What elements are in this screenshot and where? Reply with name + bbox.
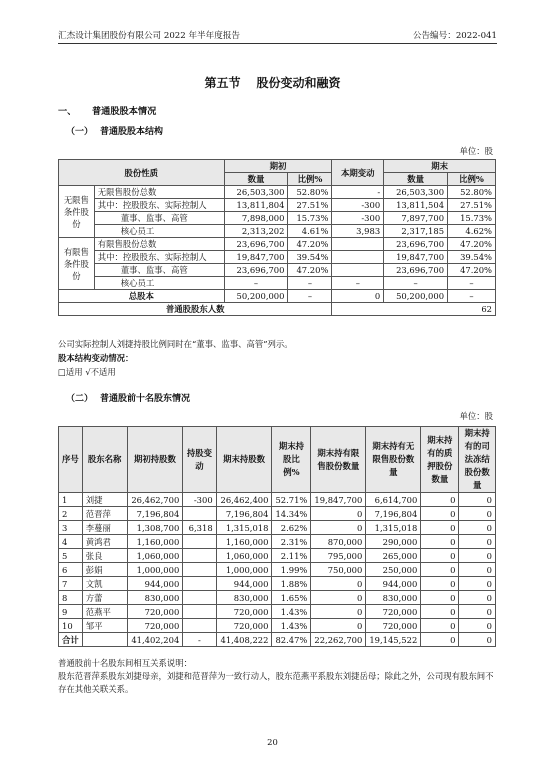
heading-number: （一） [66, 127, 94, 137]
change-qty: - [183, 633, 216, 647]
change-options: □适用 √不适用 [58, 367, 116, 377]
holder [82, 633, 127, 647]
begin-pct: 47.20% [288, 238, 332, 251]
holder: 黄鸿君 [82, 535, 127, 549]
end-qty: 944,000 [216, 577, 272, 591]
table-row [59, 264, 496, 277]
total-row [59, 633, 496, 647]
end-qty: 1,060,000 [216, 549, 272, 563]
index: 1 [59, 493, 83, 507]
end-pct: 14.34% [272, 507, 311, 521]
table-row [59, 591, 496, 605]
frozen-qty: 0 [459, 563, 496, 577]
holder: 方蕾 [82, 591, 127, 605]
header-pct: 比例% [448, 173, 496, 186]
end-qty: 23,696,700 [384, 264, 448, 277]
change-title: 股本结构变动情况： [58, 353, 134, 363]
pledged-qty: 0 [421, 549, 459, 563]
unit-label-1: 单位：股 [459, 146, 493, 156]
unrestricted-qty: 720,000 [366, 619, 421, 633]
header-restricted: 期末持有限售股份数量 [311, 427, 366, 493]
section-title [0, 74, 545, 91]
end-qty: 2,317,185 [384, 225, 448, 238]
begin-qty: 50,200,000 [224, 290, 288, 303]
header-nature: 股份性质 [59, 160, 225, 186]
relation-section [58, 657, 494, 696]
header-end: 期末 [384, 160, 496, 173]
change-qty [183, 619, 216, 633]
begin-qty: 7,898,000 [224, 212, 288, 225]
begin-qty: 2,313,202 [224, 225, 288, 238]
report-title: 汇杰设计集团股份有限公司 2022 年半年度报告 [58, 31, 241, 41]
change-qty [183, 507, 216, 521]
relation-title: 普通股前十名股东间相互关系说明： [58, 658, 192, 668]
change-qty: 6,318 [183, 521, 216, 535]
header-qty: 数量 [224, 173, 288, 186]
frozen-qty: 0 [459, 591, 496, 605]
restricted-qty: 870,000 [311, 535, 366, 549]
begin-pct: 39.54% [288, 251, 332, 264]
row-label: 其中：控股股东、实际控制人 [94, 251, 224, 264]
table-row [59, 521, 496, 535]
table-row [59, 277, 496, 290]
begin-qty: 944,000 [127, 577, 183, 591]
group-unrestricted: 无限售条件股份 [59, 186, 95, 238]
holder: 彭娟 [82, 563, 127, 577]
begin-qty: 1,060,000 [127, 549, 183, 563]
end-qty: 41,408,222 [216, 633, 272, 647]
header-begin: 期初 [224, 160, 332, 173]
end-qty: 7,196,804 [216, 507, 272, 521]
pledged-qty: 0 [421, 591, 459, 605]
restricted-qty: 0 [311, 619, 366, 633]
end-pct: 52.71% [272, 493, 311, 507]
table-row [59, 507, 496, 521]
frozen-qty: 0 [459, 619, 496, 633]
table-row [59, 563, 496, 577]
header-change: 持股变动 [183, 427, 216, 493]
table-row [59, 605, 496, 619]
begin-qty: 1,160,000 [127, 535, 183, 549]
end-pct: – [448, 290, 496, 303]
heading-text: 普通股股本情况 [92, 106, 157, 117]
end-pct: 2.62% [272, 521, 311, 535]
holder: 范燕平 [82, 605, 127, 619]
index: 8 [59, 591, 83, 605]
table-row [59, 186, 496, 199]
header-unrestricted: 期末持有无限售股份数量 [366, 427, 421, 493]
end-pct: 15.73% [448, 212, 496, 225]
announcement-number: 公告编号：2022-041 [412, 31, 497, 41]
begin-pct: 52.80% [288, 186, 332, 199]
unrestricted-qty: 944,000 [366, 577, 421, 591]
begin-qty: 26,503,300 [224, 186, 288, 199]
index: 4 [59, 535, 83, 549]
pledged-qty: 0 [421, 633, 459, 647]
frozen-qty: 0 [459, 521, 496, 535]
table-row [59, 251, 496, 264]
heading-number: （二） [66, 394, 94, 404]
group-restricted: 有限售条件股份 [59, 238, 95, 290]
begin-pct: – [288, 277, 332, 290]
table-row [59, 577, 496, 591]
end-pct: 2.11% [272, 549, 311, 563]
begin-pct: 27.51% [288, 199, 332, 212]
table-note: 公司实际控制人刘捷持股比例同时在“董事、监事、高管”列示。 [58, 339, 293, 349]
pledged-qty: 0 [421, 605, 459, 619]
change-qty [332, 264, 384, 277]
table-row [59, 225, 496, 238]
header-holder: 股东名称 [82, 427, 127, 493]
pledged-qty: 0 [421, 577, 459, 591]
restricted-qty: 22,262,700 [311, 633, 366, 647]
header-end: 期末持股数 [216, 427, 272, 493]
unrestricted-qty: 830,000 [366, 591, 421, 605]
restricted-qty: 0 [311, 577, 366, 591]
end-pct: 4.62% [448, 225, 496, 238]
change-qty [183, 549, 216, 563]
section-name: 股份变动和融资 [256, 76, 341, 90]
begin-qty: – [224, 277, 288, 290]
end-pct: 1.99% [272, 563, 311, 577]
pledged-qty: 0 [421, 507, 459, 521]
begin-qty: 26,462,700 [127, 493, 183, 507]
restricted-qty: 0 [311, 507, 366, 521]
table-row [59, 212, 496, 225]
top-ten-shareholders-table [58, 426, 496, 647]
heading-part-1 [58, 103, 156, 117]
index: 7 [59, 577, 83, 591]
row-label: 有限售股份总数 [94, 238, 224, 251]
heading-text: 普通股股本结构 [100, 127, 164, 137]
end-pct: 1.43% [272, 605, 311, 619]
change-qty [332, 251, 384, 264]
end-qty: 13,811,504 [384, 199, 448, 212]
header-change: 本期变动 [332, 160, 384, 186]
begin-qty: 23,696,700 [224, 238, 288, 251]
end-qty: 50,200,000 [384, 290, 448, 303]
holder: 张良 [82, 549, 127, 563]
begin-pct: 4.61% [288, 225, 332, 238]
header-pct: 比例% [288, 173, 332, 186]
heading-number: 一、 [58, 106, 77, 117]
change-qty [183, 591, 216, 605]
change-qty: - [332, 186, 384, 199]
page-header [58, 29, 497, 44]
end-pct: 1.65% [272, 591, 311, 605]
pledged-qty: 0 [421, 521, 459, 535]
table-row [59, 535, 496, 549]
begin-qty: 13,811,804 [224, 199, 288, 212]
change-qty: 0 [332, 290, 384, 303]
begin-qty: 7,196,804 [127, 507, 183, 521]
change-qty [183, 563, 216, 577]
restricted-qty: 19,847,700 [311, 493, 366, 507]
begin-pct: – [288, 290, 332, 303]
share-structure-table [58, 159, 496, 316]
frozen-qty: 0 [459, 493, 496, 507]
holders-row [59, 303, 496, 316]
begin-qty: 1,308,700 [127, 521, 183, 535]
unrestricted-qty: 720,000 [366, 605, 421, 619]
change-qty: -300 [332, 199, 384, 212]
index: 5 [59, 549, 83, 563]
section-number: 第五节 [204, 76, 241, 90]
change-qty [183, 605, 216, 619]
row-label: 核心员工 [94, 277, 224, 290]
holder: 刘捷 [82, 493, 127, 507]
restricted-qty: 0 [311, 521, 366, 535]
index: 6 [59, 563, 83, 577]
frozen-qty: 0 [459, 633, 496, 647]
frozen-qty: 0 [459, 577, 496, 591]
begin-pct: 15.73% [288, 212, 332, 225]
row-label: 无限售股份总数 [94, 186, 224, 199]
index: 9 [59, 605, 83, 619]
end-qty: 1,160,000 [216, 535, 272, 549]
restricted-qty: 750,000 [311, 563, 366, 577]
begin-qty: 720,000 [127, 619, 183, 633]
end-qty: 720,000 [216, 619, 272, 633]
begin-qty: 830,000 [127, 591, 183, 605]
frozen-qty: 0 [459, 507, 496, 521]
restricted-qty: 0 [311, 605, 366, 619]
index: 合计 [59, 633, 83, 647]
end-qty: – [384, 277, 448, 290]
heading-text: 普通股前十名股东情况 [100, 394, 191, 404]
header-pledged: 期末持有的质押股份数量 [421, 427, 459, 493]
begin-pct: 47.20% [288, 264, 332, 277]
begin-qty: 23,696,700 [224, 264, 288, 277]
end-pct: 27.51% [448, 199, 496, 212]
unrestricted-qty: 7,196,804 [366, 507, 421, 521]
end-qty: 26,462,400 [216, 493, 272, 507]
holders-label: 普通股股东人数 [59, 303, 332, 316]
unrestricted-qty: 19,145,522 [366, 633, 421, 647]
relation-text: 股东范晋萍系股东刘捷母亲，刘捷和范晋萍为一致行动人，股东范燕平系股东刘捷岳母；除此之外，公司现有股东间不存在其他关联关系。 [58, 671, 494, 694]
change-qty: -300 [332, 212, 384, 225]
change-qty: 3,983 [332, 225, 384, 238]
end-pct: 2.31% [272, 535, 311, 549]
end-pct: 47.20% [448, 264, 496, 277]
header-qty: 数量 [384, 173, 448, 186]
end-qty: 19,847,700 [384, 251, 448, 264]
end-pct: 82.47% [272, 633, 311, 647]
pledged-qty: 0 [421, 535, 459, 549]
holders-count: 62 [332, 303, 496, 316]
restricted-qty: 0 [311, 591, 366, 605]
pledged-qty: 0 [421, 619, 459, 633]
end-pct: 52.80% [448, 186, 496, 199]
row-label: 核心员工 [94, 225, 224, 238]
header-end-pct: 期末持股比例% [272, 427, 311, 493]
frozen-qty: 0 [459, 605, 496, 619]
change-qty [332, 238, 384, 251]
index: 2 [59, 507, 83, 521]
end-pct: 47.20% [448, 238, 496, 251]
table-row [59, 619, 496, 633]
frozen-qty: 0 [459, 535, 496, 549]
begin-qty: 1,000,000 [127, 563, 183, 577]
change-qty: -300 [183, 493, 216, 507]
end-pct: – [448, 277, 496, 290]
holder: 邹平 [82, 619, 127, 633]
end-pct: 39.54% [448, 251, 496, 264]
header-index: 序号 [59, 427, 83, 493]
end-qty: 1,000,000 [216, 563, 272, 577]
table-row [59, 199, 496, 212]
change-qty: – [332, 277, 384, 290]
end-qty: 23,696,700 [384, 238, 448, 251]
pledged-qty: 0 [421, 563, 459, 577]
change-qty [183, 577, 216, 591]
unrestricted-qty: 6,614,700 [366, 493, 421, 507]
change-qty [183, 535, 216, 549]
begin-qty: 41,402,204 [127, 633, 183, 647]
end-qty: 7,897,700 [384, 212, 448, 225]
end-qty: 830,000 [216, 591, 272, 605]
begin-qty: 720,000 [127, 605, 183, 619]
frozen-qty: 0 [459, 549, 496, 563]
row-label: 其中：控股股东、实际控制人 [94, 199, 224, 212]
table-row [59, 238, 496, 251]
restricted-qty: 795,000 [311, 549, 366, 563]
index: 10 [59, 619, 83, 633]
total-row [59, 290, 496, 303]
holder: 李蔓丽 [82, 521, 127, 535]
heading-sub-1 [66, 124, 163, 137]
row-label: 董事、监事、高管 [94, 212, 224, 225]
end-qty: 1,315,018 [216, 521, 272, 535]
header-frozen: 期末持有的司法冻结股份数量 [459, 427, 496, 493]
end-pct: 1.88% [272, 577, 311, 591]
begin-qty: 19,847,700 [224, 251, 288, 264]
end-qty: 26,503,300 [384, 186, 448, 199]
pledged-qty: 0 [421, 493, 459, 507]
table-row [59, 493, 496, 507]
unrestricted-qty: 265,000 [366, 549, 421, 563]
heading-sub-2 [66, 391, 190, 404]
unrestricted-qty: 250,000 [366, 563, 421, 577]
table-row [59, 549, 496, 563]
end-pct: 1.43% [272, 619, 311, 633]
row-label: 董事、监事、高管 [94, 264, 224, 277]
header-begin: 期初持股数 [127, 427, 183, 493]
unrestricted-qty: 290,000 [366, 535, 421, 549]
holder: 文凯 [82, 577, 127, 591]
end-qty: 720,000 [216, 605, 272, 619]
holder: 范晋萍 [82, 507, 127, 521]
unrestricted-qty: 1,315,018 [366, 521, 421, 535]
total-label: 总股本 [59, 290, 225, 303]
unit-label-2: 单位：股 [459, 411, 493, 421]
page-number: 20 [267, 737, 278, 747]
index: 3 [59, 521, 83, 535]
